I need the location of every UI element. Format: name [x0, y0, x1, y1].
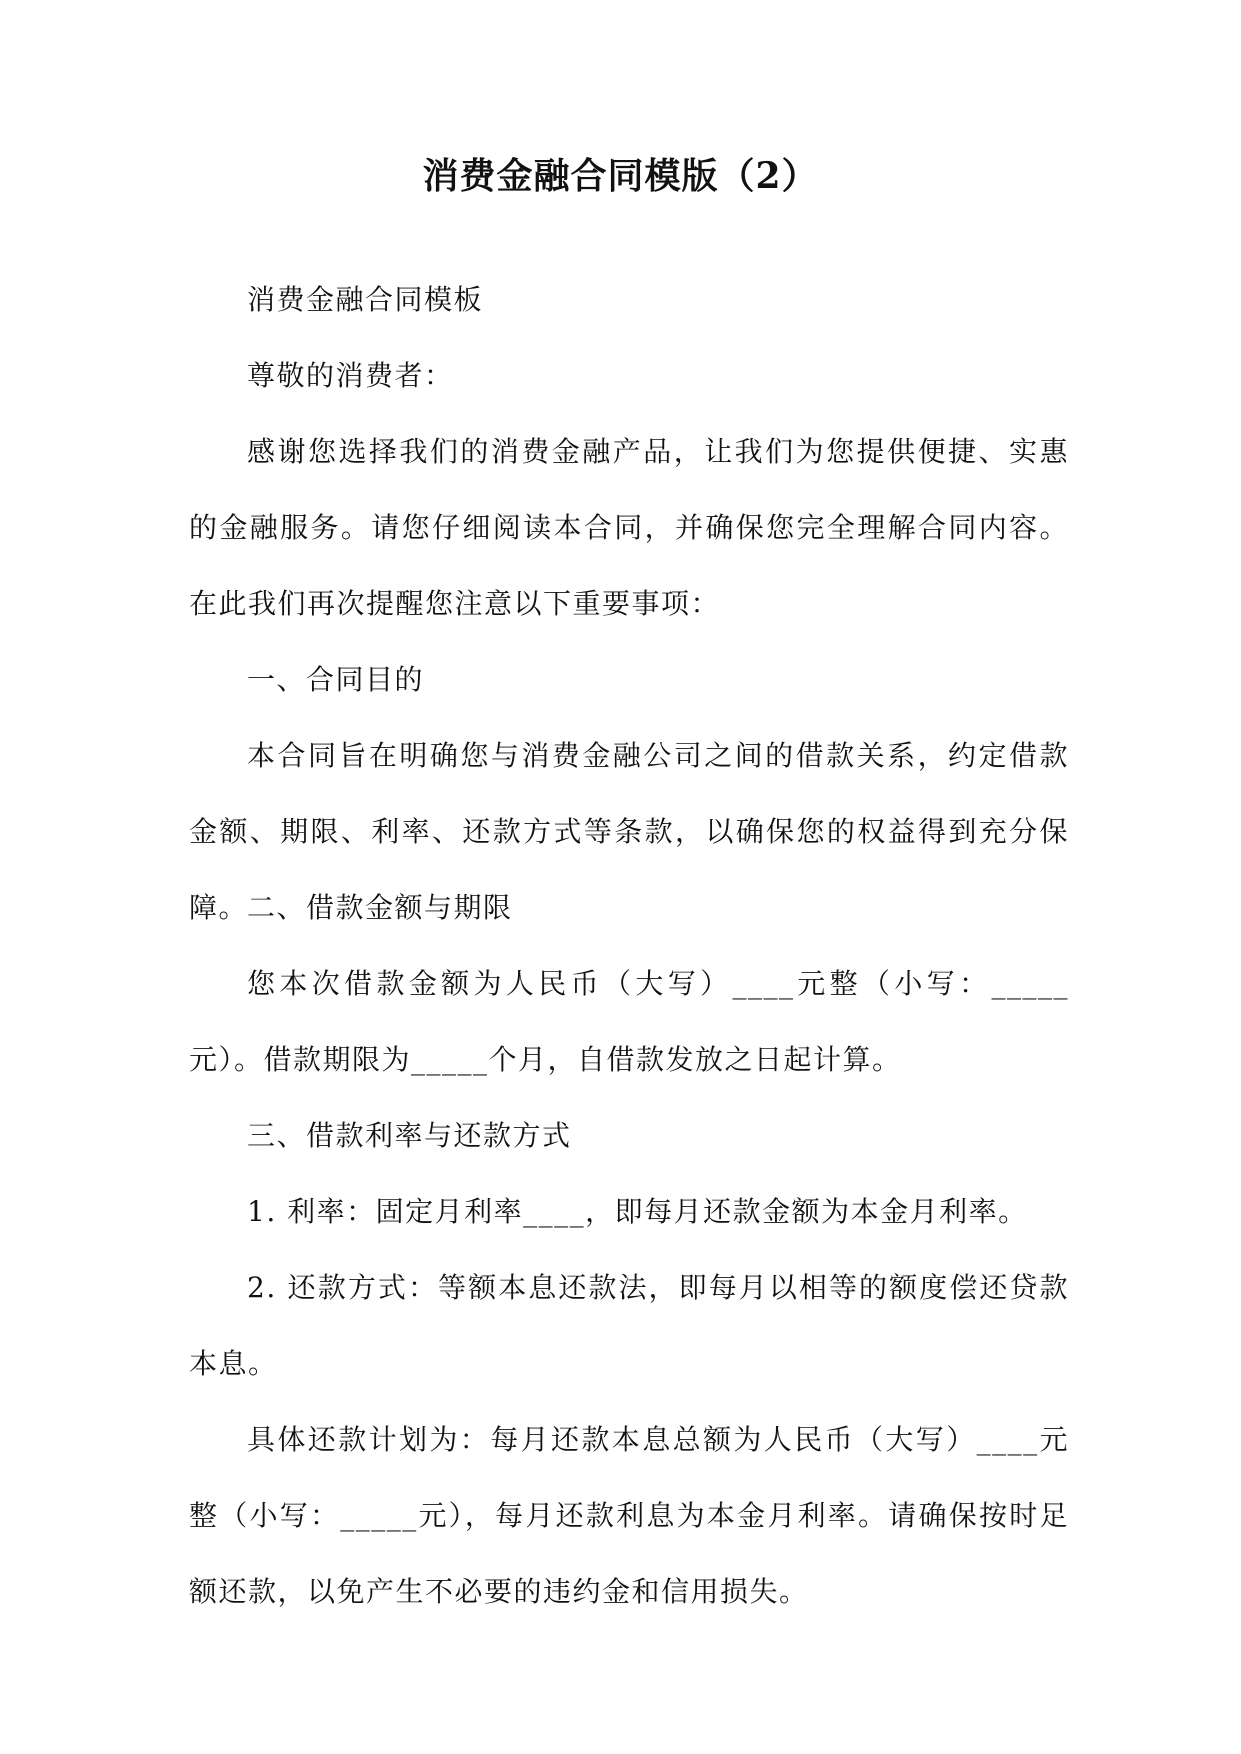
- section-heading-purpose: 一、合同目的: [247, 663, 425, 696]
- paragraph-repayment-plan: 具体还款计划为：每月还款本息总额为人民币（大写）____元整（小写：_____元），每月还款利息为本金月利率。请确保按时足额还款，以免产生不必要的违约金和信用损失。: [189, 1423, 1069, 1608]
- document-title: 消费金融合同模版（2）: [422, 155, 819, 197]
- list-item-repayment-method: 2. 还款方式：等额本息还款法，即每月以相等的额度偿还贷款本息。: [189, 1271, 1069, 1380]
- paragraph-amount-term: 您本次借款金额为人民币（大写）____元整（小写：_____元）。借款期限为_____个月，自借款发放之日起计算。: [189, 967, 1069, 1076]
- paragraph-purpose: 本合同旨在明确您与消费金融公司之间的借款关系，约定借款金额、期限、利率、还款方式等条款，以确保您的权益得到充分保障。: [189, 739, 1069, 924]
- section-heading-rate-repayment: 三、借款利率与还款方式: [247, 1119, 572, 1152]
- paragraph-introduction: 感谢您选择我们的消费金融产品，让我们为您提供便捷、实惠的金融服务。请您仔细阅读本合同，并确保您完全理解合同内容。在此我们再次提醒您注意以下重要事项：: [189, 435, 1069, 620]
- list-item-interest-rate: 1. 利率：固定月利率____，即每月还款金额为本金月利率。: [247, 1195, 1028, 1228]
- paragraph-greeting: 尊敬的消费者：: [247, 359, 454, 392]
- section-heading-amount-term: 二、借款金额与期限: [247, 891, 513, 924]
- paragraph-template-name: 消费金融合同模板: [247, 283, 484, 316]
